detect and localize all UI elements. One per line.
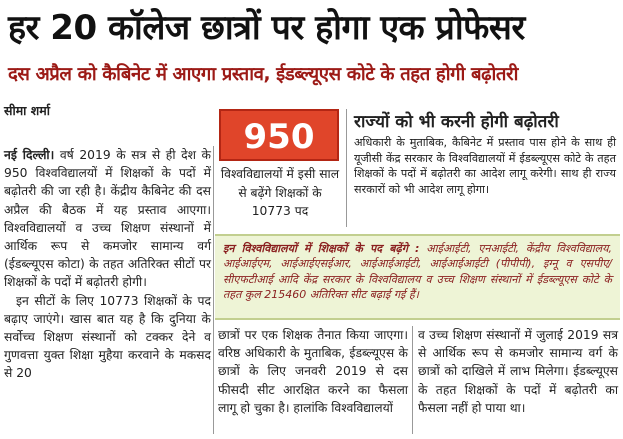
column-2-text: छात्रों पर एक शिक्षक तैनात किया जाएगा। वरिष्ठ अधिकारी के मुताबिक, ईडब्ल्यूएस के छात्रों के लिए जनवरी 2019 से दस फीसदी सीट आरक्षित करने का फैसला लागू हो चुका है। हालांकि विश्वविद्यालयों: [218, 328, 408, 415]
info-box-lead: इन विश्वविद्यालयों में शिक्षकों के पद बढ़ेंगे :: [223, 242, 420, 255]
article-column-1: [4, 146, 211, 383]
side-story-body: अधिकारी के मुताबिक, कैबिनेट में प्रस्ताव पास होने के साथ ही यूजीसी केंद्र सरकार के विश्वविद्यालयों में ईडब्ल्यूएस कोटे के तहत शिक्षकों के पदों में बढ़ोतरी का आदेश लागू करेगी। साथ ही राज्य सरकारों को भी आदेश लागू होगा।: [354, 136, 616, 196]
subheadline: दस अप्रैल को कैबिनेट में आएगा प्रस्ताव, ईडब्ल्यूएस कोटे के तहत होगी बढ़ोतरी: [8, 64, 519, 85]
universities-info-box: [215, 234, 620, 320]
info-box-text: आईआईटी, एनआईटी, केंद्रीय विश्वविद्यालय, आईआईएम, आईआईएसईआर, आईआईआईटी, आईआईआईटी (पीपीपी), इग्नू व एसपीए/सीएफटीआई आदि केंद्र सरकार के विश्वविद्यालय व उच्च शिक्षण संस्थानों में ईडब्ल्यूएस कोटे के तहत कुल 215460 अतिरिक्त सीट बढ़ाई गई हैं।: [223, 242, 612, 302]
article-column-2: [218, 326, 408, 417]
dateline: नई दिल्ली।: [4, 148, 55, 162]
byline: सीमा शर्मा: [4, 103, 50, 118]
stat-caption: विश्वविद्यालयों में इसी साल से बढ़ेंगे शिक्षकों के 10773 पद: [220, 167, 340, 218]
column-divider: [412, 326, 413, 434]
headline: हर 20 कॉलेज छात्रों पर होगा एक प्रोफेसर: [8, 8, 525, 48]
paragraph-1: [4, 146, 211, 292]
side-story-heading: राज्यों को भी करनी होगी बढ़ोतरी: [354, 112, 559, 132]
paragraph-1-text: वर्ष 2019 के सत्र से ही देश के 950 विश्वविद्यालयों में शिक्षकों के पदों में बढ़ोतरी की जा रही है। केंद्रीय कैबिनेट की दस अप्रैल की बैठक में यह प्रस्ताव आएगा। विश्वविद्यालयों व उच्च शिक्षण संस्थानों में आर्थिक रूप से कमजोर सामान्य वर्ग (ईडब्ल्यूएस कोटा) के तहत अतिरिक्त सीटों पर शिक्षकों के पदों में बढ़ोतरी होगी।: [4, 148, 212, 290]
article-column-3: [418, 326, 618, 417]
stat-number-box: 950: [219, 109, 339, 161]
column-3-text: व उच्च शिक्षण संस्थानों में जुलाई 2019 सत्र से आर्थिक रूप से कमजोर सामान्य वर्ग के छात्रों को दाखिले में लाभ मिलेगा। ईडब्ल्यूएस के तहत शिक्षकों के पदों में बढ़ोतरी का फैसला नहीं हो पाया था।: [418, 328, 618, 415]
column-divider: [213, 146, 214, 434]
column-divider: [346, 109, 347, 227]
paragraph-2: इन सीटों के लिए 10773 शिक्षकों के पद बढ़ाए जाएंगे। खास बात यह है कि दुनिया के सर्वोच्च शिक्षण संस्थानों को टक्कर देने व गुणवत्ता युक्त शिक्षा मुहैया करवाने के मकसद से 20: [4, 293, 211, 381]
